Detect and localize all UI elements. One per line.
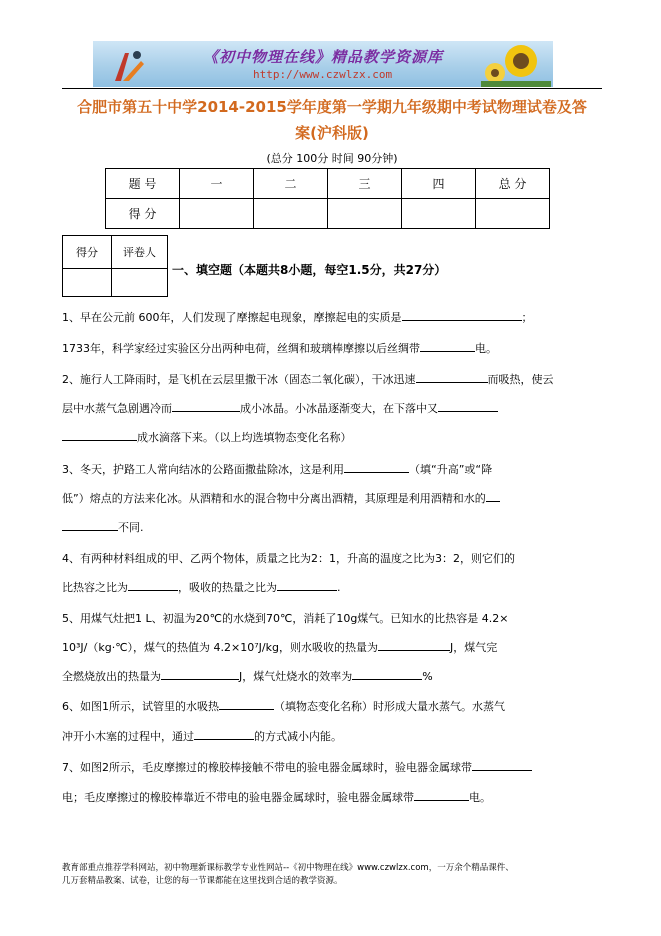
question-5-line2: 10³J/（kg·℃），煤气的热值为 4.2×10⁷J/kg，则水吸收的热量为 J，煤气完 [62, 641, 498, 654]
question-1-line1: 1、早在公元前 600年，人们发现了摩擦起电现象，摩擦起电的实质是 ； [62, 311, 533, 324]
question-7-line1: 7、如图2所示，毛皮摩擦过的橡胶棒接触不带电的验电器金属球时，验电器金属球带 [62, 759, 532, 775]
column-header: 一 [180, 169, 254, 199]
question-5-line3: 全燃烧放出的热量为 J，煤气灶烧水的效率为 % [62, 670, 433, 683]
row-label-score: 得 分 [106, 199, 180, 229]
answer-blank[interactable] [344, 461, 409, 473]
banner-title: 《初中物理在线》精品教学资源库 [203, 48, 444, 66]
page-footer [62, 862, 607, 888]
footer-line2: 几万套精品教案、试卷，让您的每一节课都能在这里找到合适的教学资源。 [62, 876, 343, 886]
answer-blank[interactable] [486, 490, 500, 502]
question-2-line3: 成水滴落下来。（以上均选填物态变化名称） [62, 429, 352, 445]
answer-blank[interactable] [161, 668, 239, 680]
answer-blank[interactable] [420, 340, 475, 352]
document-title-line1: 合肥市第五十中学2014-2015学年度第一学期九年级期中考试物理试卷及答 [77, 98, 587, 116]
answer-blank[interactable] [438, 400, 498, 412]
score-cell [328, 199, 402, 229]
question-3-line1: 3、冬天，护路工人常向结冰的公路面撒盐除冰，这是利用 （填“升高”或“降 [62, 463, 493, 476]
section-title: 一、填空题（本题共8小题，每空1.5分，共27分） [172, 263, 447, 277]
answer-blank[interactable] [352, 668, 422, 680]
answer-blank[interactable] [416, 371, 488, 383]
row-label-question: 题 号 [106, 169, 180, 199]
header-banner [93, 41, 553, 87]
score-cell [254, 199, 328, 229]
score-cell [402, 199, 476, 229]
answer-blank[interactable] [414, 789, 469, 801]
sunflower-image [481, 41, 551, 87]
column-header: 四 [402, 169, 476, 199]
answer-blank[interactable] [194, 728, 254, 740]
grader-name-cell [112, 269, 168, 297]
logo-icon [111, 47, 147, 83]
answer-blank[interactable] [128, 579, 178, 591]
question-2-line1: 2、施行人工降雨时，是飞机在云层里撒干冰（固态二氧化碳），干冰迅速 而吸热，使云 [62, 373, 554, 386]
question-5-line1: 5、用煤气灶把1 L、初温为20℃的水烧到70℃，消耗了10g煤气。已知水的比热容是 4.2× [62, 612, 509, 625]
question-3-line2: 低”）熔点的方法来化冰。从酒精和水的混合物中分离出酒精，其原理是利用酒精和水的 [62, 490, 500, 506]
answer-blank[interactable] [219, 698, 274, 710]
question-3-line3: 不同. [62, 519, 144, 535]
question-4-line1: 4、有两种材料组成的甲、乙两个物体，质量之比为2：1，升高的温度之比为3：2，则它们的 [62, 552, 515, 565]
column-header: 总 分 [476, 169, 550, 199]
question-2-line2: 层中水蒸气急剧遇冷而 成小冰晶。小冰晶逐渐变大，在下落中又 [62, 400, 498, 416]
answer-blank[interactable] [277, 579, 337, 591]
grader-score-label: 得分 [63, 236, 112, 269]
score-table [105, 168, 550, 229]
question-6-line1: 6、如图1所示，试管里的水吸热 （填物态变化名称）时形成大量水蒸气。水蒸气 [62, 700, 505, 713]
answer-blank[interactable] [62, 519, 118, 531]
exam-info: (总分 100分 时间 90分钟) [266, 152, 398, 165]
answer-blank[interactable] [402, 309, 522, 321]
question-6-line2: 冲开小木塞的过程中，通过 的方式减小内能。 [62, 730, 342, 743]
answer-blank[interactable] [172, 400, 240, 412]
document-title-line2: 案(沪科版) [295, 124, 369, 142]
grader-score-cell [63, 269, 112, 297]
answer-blank[interactable] [378, 639, 450, 651]
column-header: 二 [254, 169, 328, 199]
header-rule [62, 88, 602, 89]
grader-label: 评卷人 [112, 236, 168, 269]
banner-url[interactable]: http://www.czwlzx.com [253, 68, 393, 81]
question-7-line2: 电；毛皮摩擦过的橡胶棒靠近不带电的验电器金属球时，验电器金属球带 电。 [62, 791, 491, 804]
grader-box [62, 235, 168, 297]
answer-blank[interactable] [472, 759, 532, 771]
score-cell [180, 199, 254, 229]
document-title [62, 94, 602, 146]
column-header: 三 [328, 169, 402, 199]
footer-line1: 教育部重点推荐学科网站，初中物理新课标教学专业性网站--《初中物理在线》www.czwlzx.com，一万余个精品课件、 [62, 863, 514, 873]
answer-blank[interactable] [62, 429, 137, 441]
score-cell [476, 199, 550, 229]
question-4-line2: 比热容之比为 ，吸收的热量之比为 . [62, 581, 341, 594]
question-1-line2: 1733年，科学家经过实验区分出两种电荷，丝绸和玻璃棒摩擦以后丝绸带 电。 [62, 342, 497, 355]
